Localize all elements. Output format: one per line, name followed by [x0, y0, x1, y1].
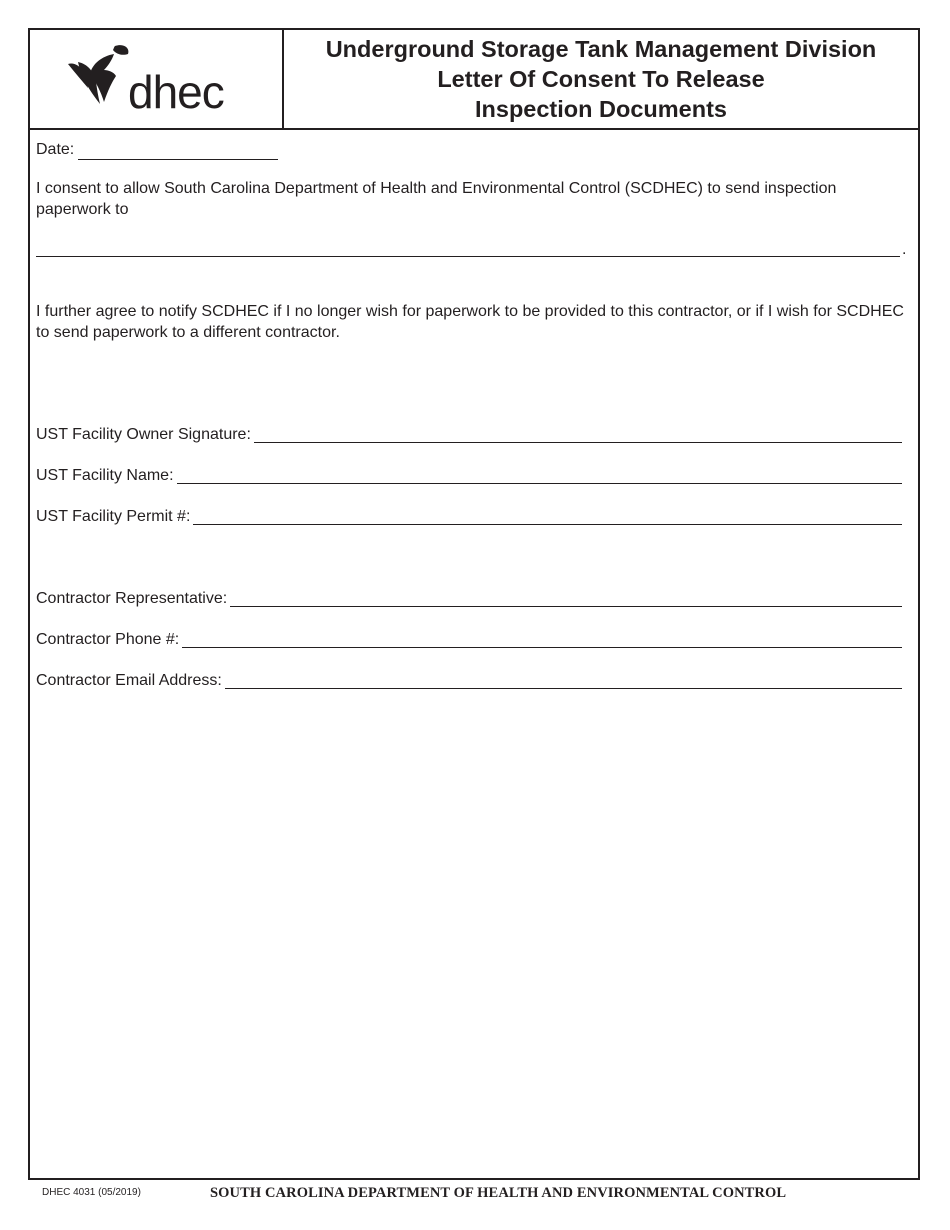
contractor-email-line[interactable] [225, 687, 902, 689]
agreement-text: I further agree to notify SCDHEC if I no longer wish for paperwork to be provided to this contractor, or if I wish for SCDHEC to send paperwork to a different contractor. [36, 303, 904, 341]
owner-signature-field[interactable] [36, 423, 902, 445]
title-block [284, 30, 918, 128]
facility-name-line[interactable] [177, 482, 902, 484]
facility-permit-field[interactable] [36, 505, 902, 527]
contractor-rep-field[interactable] [36, 587, 902, 609]
date-input-line[interactable] [78, 158, 278, 160]
facility-name-label: UST Facility Name: [36, 467, 174, 484]
consent-text: I consent to allow South Carolina Department of Health and Environmental Control (SCDHEC) to send inspection paperwork to [36, 180, 837, 218]
title-division: Underground Storage Tank Management Division [325, 36, 877, 62]
form-frame [28, 28, 920, 1180]
logo-cell [30, 30, 284, 128]
contractor-phone-label: Contractor Phone #: [36, 631, 180, 648]
facility-permit-line[interactable] [193, 523, 902, 525]
form-code: DHEC 4031 (05/2019) [42, 1187, 141, 1198]
owner-signature-label: UST Facility Owner Signature: [36, 426, 251, 443]
title-letter: Letter Of Consent To Release [437, 66, 765, 92]
logo-text: dhec [128, 66, 224, 114]
facility-permit-label: UST Facility Permit #: [36, 508, 191, 525]
owner-signature-line[interactable] [254, 441, 902, 443]
facility-name-field[interactable] [36, 464, 902, 486]
contractor-rep-label: Contractor Representative: [36, 590, 228, 607]
date-label: Date: [36, 141, 75, 158]
organization-name: SOUTH CAROLINA DEPARTMENT OF HEALTH AND ENVIRONMENTAL CONTROL [210, 1185, 787, 1201]
dhec-logo [68, 44, 243, 114]
contractor-blank-line[interactable] [36, 255, 900, 257]
contractor-phone-line[interactable] [182, 646, 902, 648]
contractor-phone-field[interactable] [36, 628, 902, 650]
contractor-email-label: Contractor Email Address: [36, 672, 222, 689]
contractor-email-field[interactable] [36, 669, 902, 691]
contractor-rep-line[interactable] [230, 605, 902, 607]
title-documents: Inspection Documents [474, 96, 727, 122]
sentence-period: . [902, 241, 907, 258]
date-field[interactable] [36, 138, 278, 160]
form-header [30, 30, 918, 130]
